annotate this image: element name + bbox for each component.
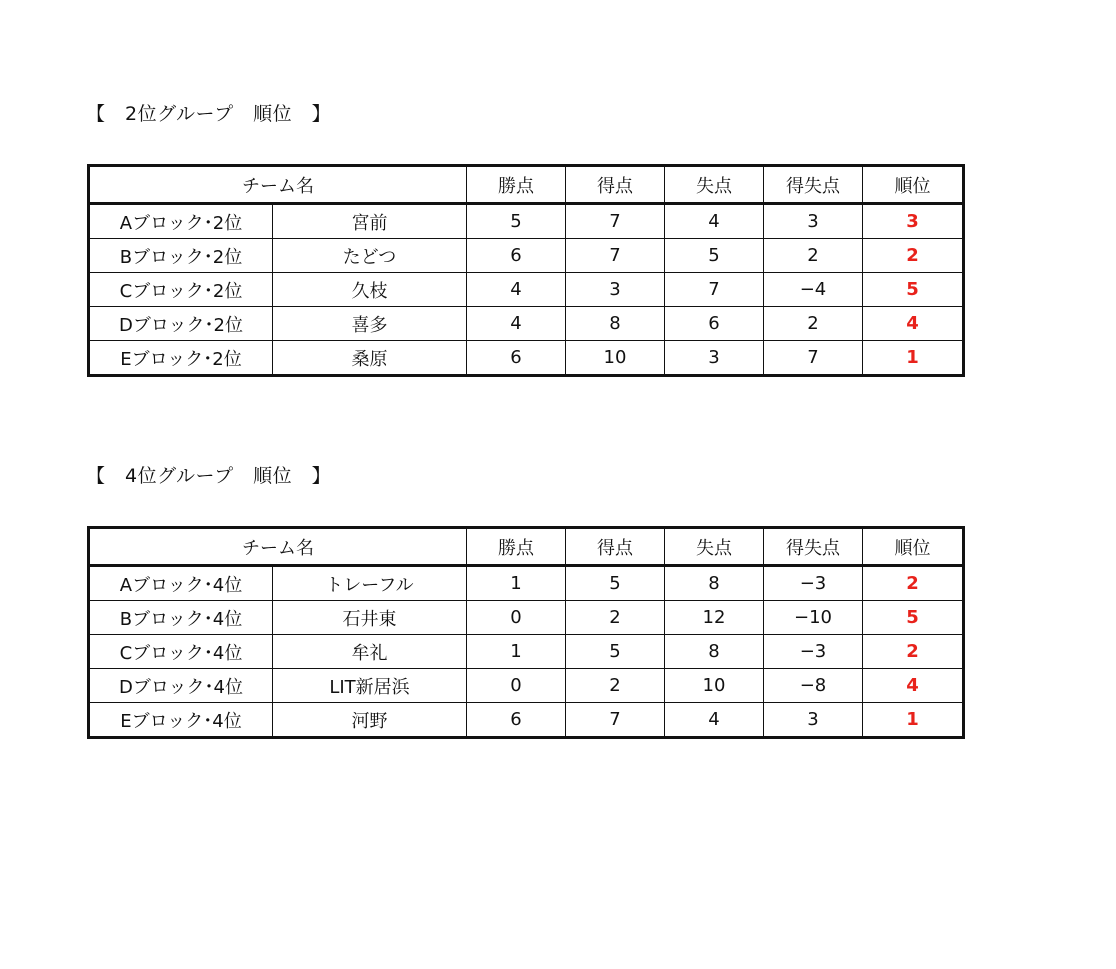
block-label: Aブロック･2位 bbox=[89, 204, 273, 239]
table-row bbox=[89, 635, 964, 669]
team-name: 桑原 bbox=[273, 341, 467, 376]
section-title-2nd-group: 【 2位グループ 順位 】 bbox=[86, 103, 332, 125]
goal-diff-cell: 7 bbox=[764, 341, 863, 376]
block-label: Cブロック･2位 bbox=[89, 273, 273, 307]
goals-against-cell: 10 bbox=[665, 669, 764, 703]
points-cell: 0 bbox=[467, 669, 566, 703]
header-team-name: チーム名 bbox=[89, 528, 467, 566]
goal-diff-cell: −10 bbox=[764, 601, 863, 635]
team-name: 宮前 bbox=[273, 204, 467, 239]
goal-diff-cell: −3 bbox=[764, 566, 863, 601]
table-row bbox=[89, 273, 964, 307]
goals-against-cell: 7 bbox=[665, 273, 764, 307]
block-label: Dブロック･4位 bbox=[89, 669, 273, 703]
goal-diff-cell: 2 bbox=[764, 307, 863, 341]
goal-diff-cell: −4 bbox=[764, 273, 863, 307]
rank-cell: 2 bbox=[863, 635, 964, 669]
goals-against-cell: 12 bbox=[665, 601, 764, 635]
team-name: トレーフル bbox=[273, 566, 467, 601]
team-name: LIT新居浜 bbox=[273, 669, 467, 703]
points-cell: 4 bbox=[467, 273, 566, 307]
goals-for-cell: 10 bbox=[566, 341, 665, 376]
standings-table-4th-group bbox=[87, 526, 965, 739]
goals-for-cell: 5 bbox=[566, 566, 665, 601]
table-row bbox=[89, 307, 964, 341]
points-cell: 5 bbox=[467, 204, 566, 239]
rank-cell: 5 bbox=[863, 273, 964, 307]
block-label: Bブロック･4位 bbox=[89, 601, 273, 635]
header-goals-for: 得点 bbox=[566, 528, 665, 566]
team-name: 久枝 bbox=[273, 273, 467, 307]
block-label: Dブロック･2位 bbox=[89, 307, 273, 341]
goal-diff-cell: 3 bbox=[764, 204, 863, 239]
header-rank: 順位 bbox=[863, 528, 964, 566]
block-label: Aブロック･4位 bbox=[89, 566, 273, 601]
goals-for-cell: 2 bbox=[566, 601, 665, 635]
header-goals-against: 失点 bbox=[665, 528, 764, 566]
goals-for-cell: 8 bbox=[566, 307, 665, 341]
rank-cell: 2 bbox=[863, 239, 964, 273]
table-header-row bbox=[89, 166, 964, 204]
goals-for-cell: 5 bbox=[566, 635, 665, 669]
rank-cell: 5 bbox=[863, 601, 964, 635]
goals-against-cell: 4 bbox=[665, 204, 764, 239]
points-cell: 1 bbox=[467, 566, 566, 601]
block-label: Eブロック･2位 bbox=[89, 341, 273, 376]
points-cell: 1 bbox=[467, 635, 566, 669]
team-name: 石井東 bbox=[273, 601, 467, 635]
goals-against-cell: 8 bbox=[665, 566, 764, 601]
team-name: 牟礼 bbox=[273, 635, 467, 669]
header-goals-against: 失点 bbox=[665, 166, 764, 204]
table-row bbox=[89, 703, 964, 738]
header-rank: 順位 bbox=[863, 166, 964, 204]
goals-for-cell: 3 bbox=[566, 273, 665, 307]
team-name: たどつ bbox=[273, 239, 467, 273]
goals-for-cell: 7 bbox=[566, 204, 665, 239]
rank-cell: 2 bbox=[863, 566, 964, 601]
points-cell: 6 bbox=[467, 703, 566, 738]
header-team-name: チーム名 bbox=[89, 166, 467, 204]
goals-for-cell: 7 bbox=[566, 239, 665, 273]
block-label: Bブロック･2位 bbox=[89, 239, 273, 273]
header-goal-diff: 得失点 bbox=[764, 528, 863, 566]
rank-cell: 1 bbox=[863, 341, 964, 376]
table-row bbox=[89, 669, 964, 703]
points-cell: 6 bbox=[467, 239, 566, 273]
table-header-row bbox=[89, 528, 964, 566]
goal-diff-cell: −3 bbox=[764, 635, 863, 669]
goals-against-cell: 6 bbox=[665, 307, 764, 341]
block-label: Cブロック･4位 bbox=[89, 635, 273, 669]
table-row bbox=[89, 239, 964, 273]
goals-for-cell: 7 bbox=[566, 703, 665, 738]
goals-against-cell: 5 bbox=[665, 239, 764, 273]
table-row bbox=[89, 341, 964, 376]
rank-cell: 3 bbox=[863, 204, 964, 239]
rank-cell: 4 bbox=[863, 669, 964, 703]
points-cell: 0 bbox=[467, 601, 566, 635]
goals-for-cell: 2 bbox=[566, 669, 665, 703]
header-goals-for: 得点 bbox=[566, 166, 665, 204]
goals-against-cell: 8 bbox=[665, 635, 764, 669]
header-points: 勝点 bbox=[467, 528, 566, 566]
block-label: Eブロック･4位 bbox=[89, 703, 273, 738]
section-title-4th-group: 【 4位グループ 順位 】 bbox=[86, 465, 332, 487]
goal-diff-cell: −8 bbox=[764, 669, 863, 703]
points-cell: 4 bbox=[467, 307, 566, 341]
goal-diff-cell: 3 bbox=[764, 703, 863, 738]
goals-against-cell: 4 bbox=[665, 703, 764, 738]
header-goal-diff: 得失点 bbox=[764, 166, 863, 204]
rank-cell: 4 bbox=[863, 307, 964, 341]
header-points: 勝点 bbox=[467, 166, 566, 204]
goal-diff-cell: 2 bbox=[764, 239, 863, 273]
team-name: 喜多 bbox=[273, 307, 467, 341]
goals-against-cell: 3 bbox=[665, 341, 764, 376]
points-cell: 6 bbox=[467, 341, 566, 376]
team-name: 河野 bbox=[273, 703, 467, 738]
table-row bbox=[89, 566, 964, 601]
standings-table-2nd-group bbox=[87, 164, 965, 377]
table-row bbox=[89, 204, 964, 239]
rank-cell: 1 bbox=[863, 703, 964, 738]
table-row bbox=[89, 601, 964, 635]
